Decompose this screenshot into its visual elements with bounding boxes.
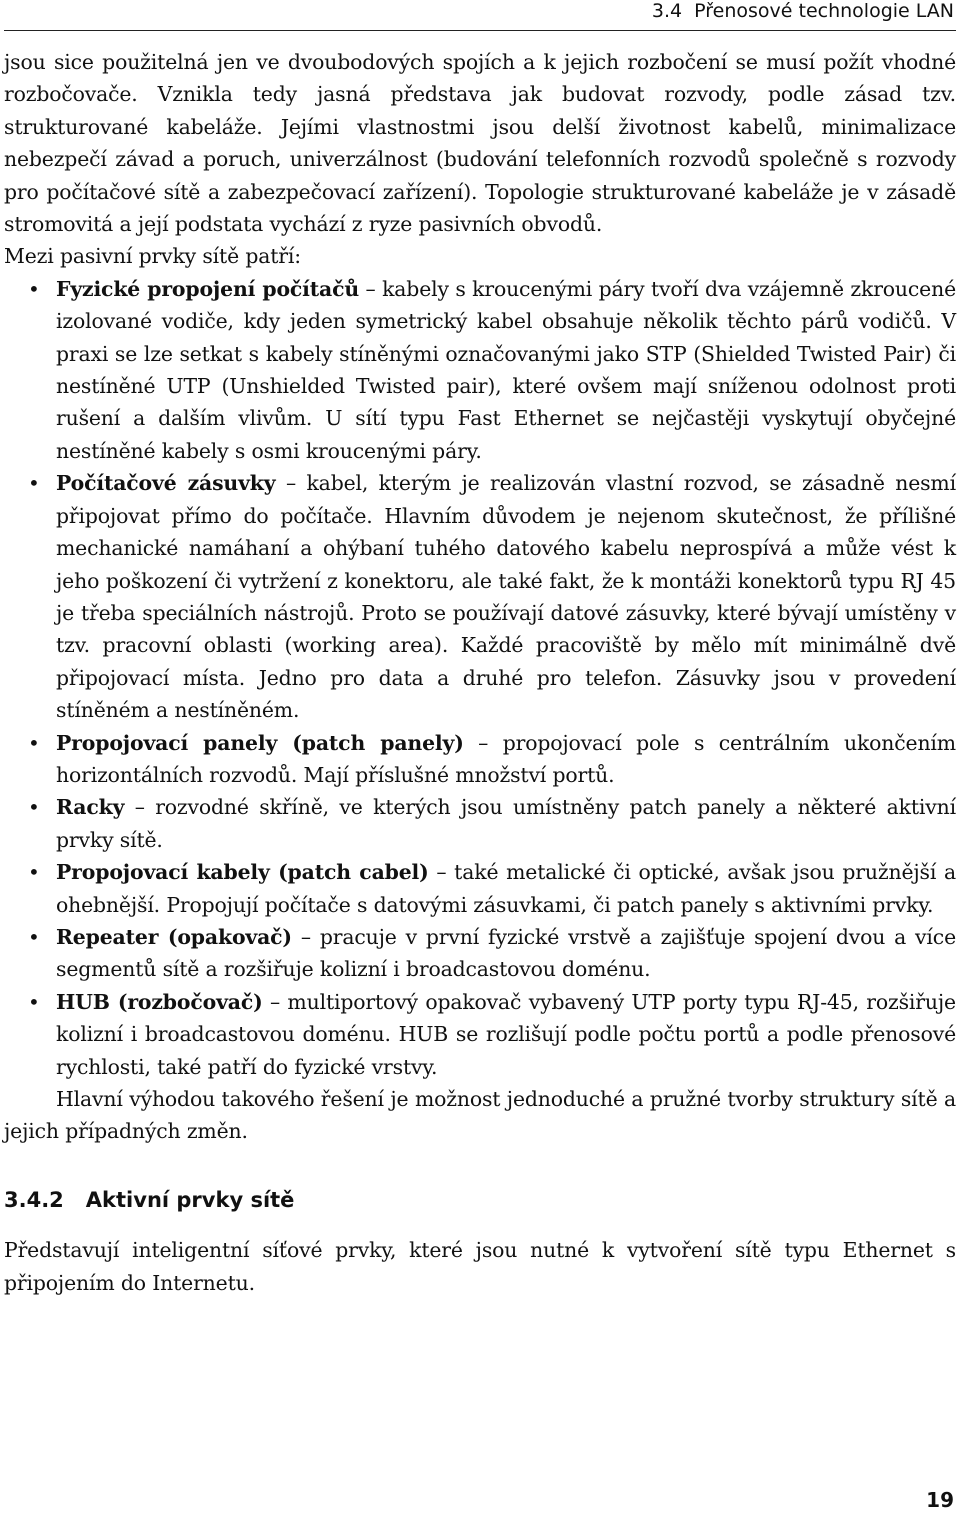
list-item-term: Repeater (opakovač) (56, 924, 292, 949)
list-item (4, 921, 956, 986)
running-head-section-number: 3.4 (651, 0, 683, 22)
bullet-icon: • (28, 795, 40, 820)
list-item (4, 856, 956, 921)
list-item-term: Propojovací kabely (patch cabel) (56, 860, 429, 885)
running-head (652, 0, 954, 22)
list-intro: Mezi pasivní prvky sítě patří: (4, 244, 301, 269)
list-item (4, 986, 956, 1083)
list-item (4, 273, 956, 467)
bullet-icon: • (28, 989, 40, 1014)
closing-paragraph: Hlavní výhodou takového řešení je možnost jednoduché a pružné tvorby struktury sítě a jejich případných změn. (4, 1087, 956, 1144)
passive-elements-list (4, 273, 956, 1083)
page-number: 19 (926, 1488, 954, 1512)
list-item-text: – pracuje v první fyzické vrstvě a zajišťuje spojení dvou a více segmentů sítě a rozšiřuje kolizní i broadcastovou doménu. (56, 924, 956, 982)
list-item-text: – rozvodné skříně, ve kterých jsou umístněny patch panely a některé aktivní prvky sítě. (56, 795, 956, 852)
list-item (4, 467, 956, 726)
list-item (4, 791, 956, 856)
header-rule (4, 30, 956, 31)
list-item-term: Racky (56, 795, 125, 820)
list-item-term: Fyzické propojení počítačů (56, 276, 360, 301)
bullet-icon: • (28, 276, 40, 301)
list-item-text: – kabel, kterým je realizován vlastní rozvod, se zásadně nesmí připojovat přímo do počítače. Hlavním důvodem je nejenom skutečnost, že přílišné mechanické namáhaní a ohýbaní tuhého datového kabelu neprospívá a může vést k jeho poškození či vytržení z konektoru, ale také fakt, že k montáži konektorů typu RJ 45 je třeba speciálních nástrojů. Proto se používají datové zásuvky, které bývají umístěny v tzv. pracovní oblasti (working area). Každé pracoviště by mělo mít minimálně dvě připojovací místa. Jedno pro data a druhé pro telefon. Zásuvky jsou v provedení stíněném a nestíněném. (56, 471, 956, 723)
list-item-text: – také metalické či optické, avšak jsou pružnější a ohebnější. Propojují počítače s datovými zásuvkami, či patch panely s aktivními prvky. (56, 860, 956, 917)
bullet-icon: • (28, 471, 40, 496)
list-item (4, 727, 956, 792)
subsection-number: 3.4.2 (4, 1187, 64, 1212)
list-item-text: – multiportový opakovač vybavený UTP porty typu RJ-45, rozšiřuje kolizní i broadcastovou doménu. HUB se rozlišují podle počtu portů a podle přenosové rychlosti, také patří do fyzické vrstvy. (56, 989, 956, 1079)
bullet-icon: • (28, 924, 40, 949)
subsection-paragraph: Představují inteligentní síťové prvky, které jsou nutné k vytvoření sítě typu Ethernet s připojením do Internetu. (4, 1238, 956, 1295)
bullet-icon: • (28, 860, 40, 885)
subsection-heading (4, 1184, 956, 1216)
list-item-term: HUB (rozbočovač) (56, 989, 263, 1014)
body-text (4, 46, 956, 1299)
list-item-term: Počítačové zásuvky (56, 471, 276, 496)
list-item-text: – propojovací pole s centrálním ukončením horizontálních rozvodů. Mají příslušné množství portů. (56, 730, 956, 787)
list-item-term: Propojovací panely (patch panely) (56, 730, 464, 755)
running-head-section-title: Přenosové technologie LAN (694, 0, 954, 22)
bullet-icon: • (28, 730, 40, 755)
intro-paragraph: jsou sice použitelná jen ve dvoubodových spojích a k jejich rozbočení se musí požít vhodné rozbočovače. Vznikla tedy jasná představa jak budovat rozvody, podle zásad tzv. strukturované kabeláže. Jejími vlastnostmi jsou delší životnost kabelů, minimalizace nebezpečí závad a poruch, univerzálnost (budování telefonních rozvodů společně s rozvody pro počítačové sítě a zabezpečovací zařízení). Topologie strukturované kabeláže je v zásadě stromovitá a její podstata vychází z ryze pasivních obvodů. (4, 50, 956, 237)
list-item-text: – kabely s kroucenými páry tvoří dva vzájemně zkroucené izolované vodiče, kdy jeden symetrický kabel obsahuje několik těchto párů vodičů. V praxi se lze setkat s kabely stíněnými označovanými jako STP (Shielded Twisted Pair) či nestíněné UTP (Unshielded Twisted pair), které ovšem mají sníženou odolnost proti rušení a dalším vlivům. U sítí typu Fast Ethernet se nejčastěji vyskytují obyčejné nestíněné kabely s osmi kroucenými páry. (56, 276, 956, 463)
subsection-title: Aktivní prvky sítě (85, 1187, 295, 1212)
